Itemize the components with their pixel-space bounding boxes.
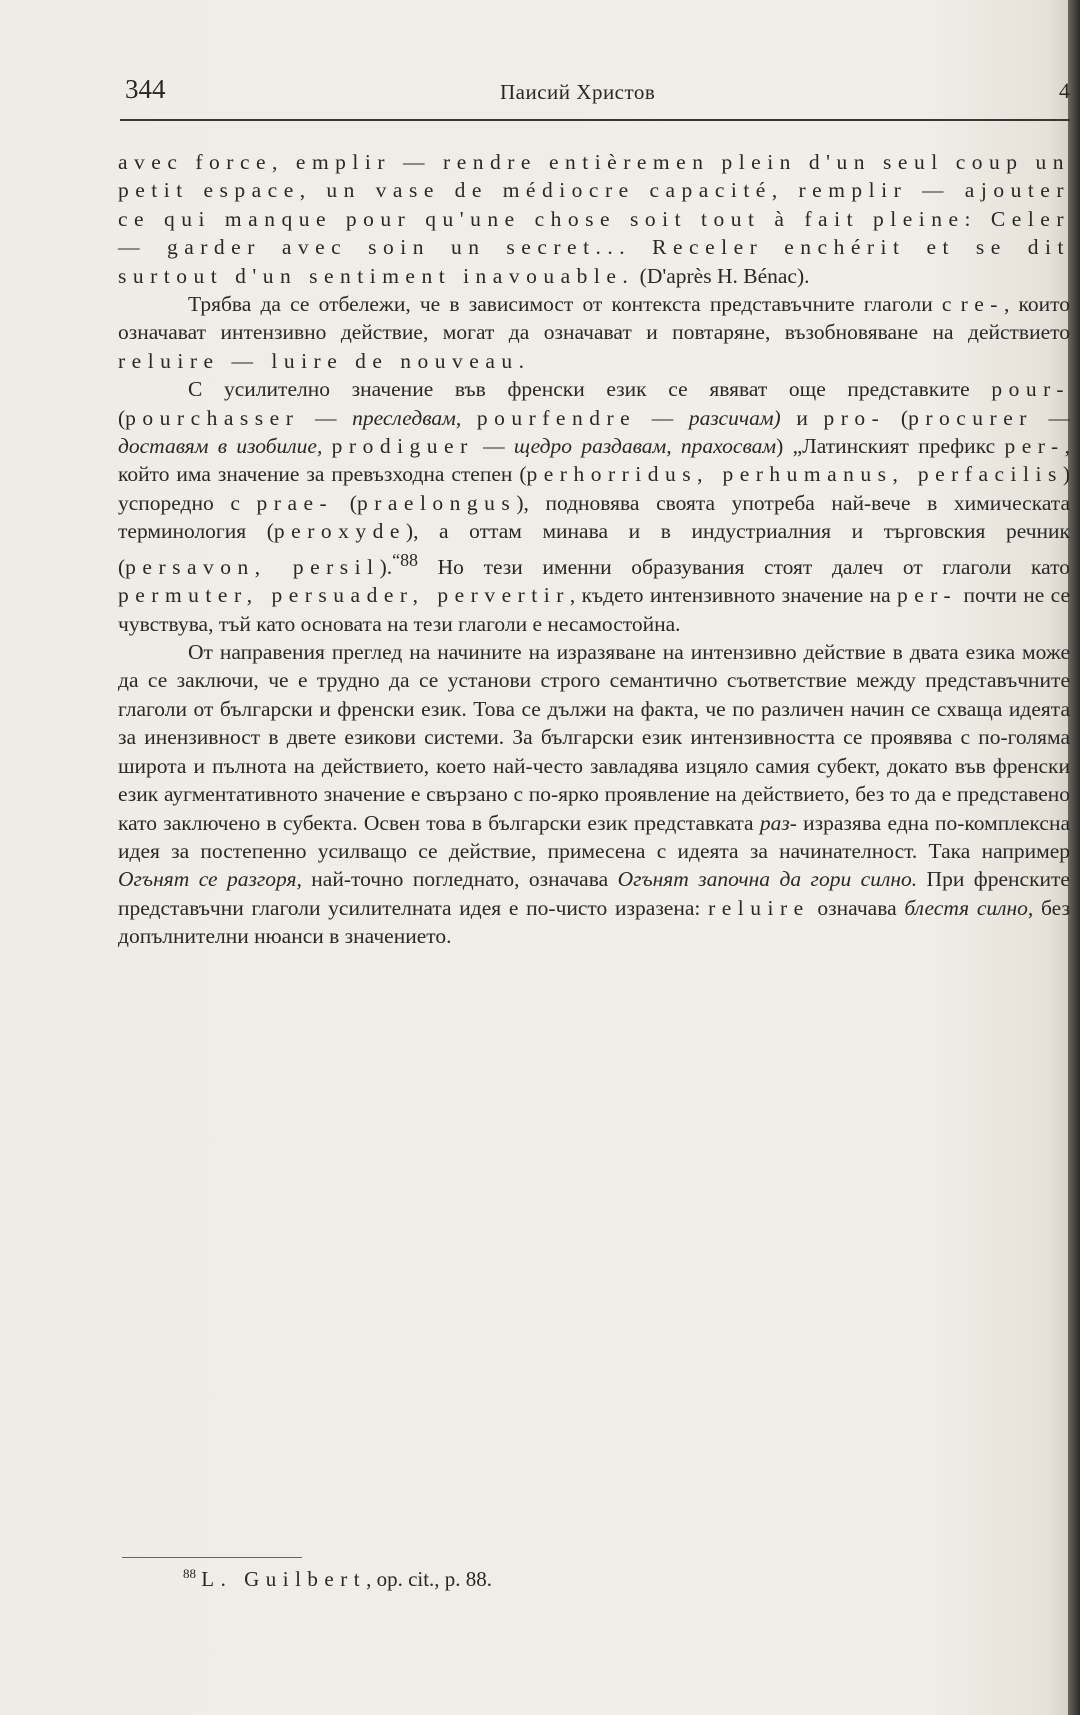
text-run: ), а оттам минава и в индустриалния и търговския речник ( xyxy=(118,519,1070,579)
example-word: perhorridus, perhumanus, perfacilis xyxy=(526,462,1063,487)
text-run: без допълнителни нюанси в значението. xyxy=(118,895,1070,949)
footnote-number: 88 xyxy=(183,1566,196,1581)
text-run: — xyxy=(1032,405,1071,430)
example-word: prodiguer xyxy=(331,434,474,459)
example-word: reluire xyxy=(708,895,810,920)
example-word: pour- xyxy=(991,377,1070,402)
example-word: pourchasser xyxy=(125,405,300,430)
paragraph-4 xyxy=(118,638,1070,950)
text-run: От направения преглед на начините на изразяване на интензивно действие в двата езика може да се заключи, че е трудно да се установи строго семантично съответствие между представъчните глаголи от български и френски език. Това се дължи на факта, че по различен начин се схваща идеята за инензивност в двете езикови системи. За български език интензивността се проявява с по-голяма широта и пълнота на действието, което най-често завладява изцяло самия субект, докато във френски език аугментативното значение е свързано с по-ярко проявление на действието, без то да е представено като заключено в субекта. Освен това в български език представката xyxy=(118,640,1070,835)
text-run: ), подновява своята употреба най-вече в химическата терминология ( xyxy=(118,490,1071,544)
text-run: най-точно погледнато, означава xyxy=(301,867,618,892)
text-run: ( xyxy=(885,405,909,430)
translation: щедро раздавам, прахосвам xyxy=(513,434,777,459)
example-word: per- xyxy=(896,583,958,608)
example-word: prae- xyxy=(256,490,334,515)
edge-mark: 4 xyxy=(1059,78,1070,103)
footnote xyxy=(183,1566,492,1592)
footnote-citation: , op. cit., p. 88. xyxy=(366,1567,493,1591)
example-word: reluire — luire de nouveau xyxy=(118,348,519,373)
running-head: Паисий Христов xyxy=(500,80,656,104)
footnote-rule xyxy=(122,1557,302,1558)
text-run: — xyxy=(299,405,353,430)
text-run xyxy=(461,406,477,430)
text-run: , който има значение за превъзходна степен ( xyxy=(118,434,1071,487)
translation: доставям в изобилие, xyxy=(118,434,323,459)
example-word: per- xyxy=(1004,434,1065,459)
text-run: , които означават интензивно действие, могат да означават и повтаряне, възобновяване на действието xyxy=(118,292,1070,345)
example-word: peroxyde xyxy=(273,519,406,544)
translation: блестя силно, xyxy=(904,895,1034,920)
text-run: Но тези именни образувания стоят далеч от глаголи като xyxy=(418,554,1070,579)
text-run xyxy=(322,434,331,458)
example-sentence: Огънят започна да гори силно. xyxy=(617,867,918,892)
example-sentence: Огънят се разгоря, xyxy=(118,867,302,892)
text-run: ( xyxy=(118,405,126,430)
text-run: При френските представъчни глаголи усилителната идея е по-чисто изразена: xyxy=(118,867,1070,920)
text-run: — xyxy=(473,434,514,459)
text-run: и xyxy=(780,405,824,430)
text-run: ). xyxy=(379,554,393,579)
text-run: означава xyxy=(809,895,905,920)
footnote-author: L. Guilbert xyxy=(201,1567,367,1591)
paragraph-1-french-quote: avec force, emplir — rendre entièremen plein d'un seul coup un petit espace, un vase de médiocre capacité, remplir — ajouter ce qui manque pour qu'une chose soit tout à fait pleine: Celer — garder avec soin un secret... Receler enchérit et se dit surtout d'un sentiment inavouable. xyxy=(118,150,1070,288)
footnote-reference: “88 xyxy=(392,549,418,570)
text-run: — xyxy=(636,405,689,430)
paragraph-2 xyxy=(118,290,1070,375)
example-prefix: раз- xyxy=(759,810,797,835)
paragraph-1 xyxy=(118,148,1070,290)
page-header xyxy=(125,74,1070,114)
translation: преследвам, xyxy=(352,405,462,430)
body-text xyxy=(118,148,1070,951)
text-run: ) успоредно с xyxy=(118,462,1070,515)
paragraph-1-source: (D'après H. Bénac). xyxy=(634,263,810,288)
text-run: почти не се чувствува, тъй като основата на тези глаголи е несамостойна. xyxy=(118,583,1070,636)
text-run: Трябва да се отбележи, че в зависимост от контекста представъчните глаголи с xyxy=(188,292,961,317)
example-word: persavon, persil xyxy=(125,554,380,579)
text-run: , където интензивното значение на xyxy=(569,583,897,608)
example-word: pourfendre xyxy=(476,405,637,430)
example-word: pro- xyxy=(823,405,886,430)
translation: разсичам) xyxy=(688,405,781,430)
header-rule xyxy=(120,119,1070,121)
text-run: ( xyxy=(333,490,357,515)
example-word: re- xyxy=(960,292,1004,317)
example-word: permuter, persuader, pervertir xyxy=(118,583,570,608)
text-run: ) „Латинският префикс xyxy=(776,434,1005,459)
paragraph-3 xyxy=(118,375,1070,638)
example-word: procurer xyxy=(908,405,1033,430)
text-run: изразява една по-комплексна идея за постепенно усилващо се действие, примесена с идеята за начинателност. Така например xyxy=(118,810,1070,863)
example-word: praelongus xyxy=(356,490,517,515)
page-number: 344 xyxy=(125,74,166,104)
text-run: С усилително значение във френски език се явяват още представките xyxy=(188,377,992,402)
text-run: . xyxy=(518,348,525,373)
